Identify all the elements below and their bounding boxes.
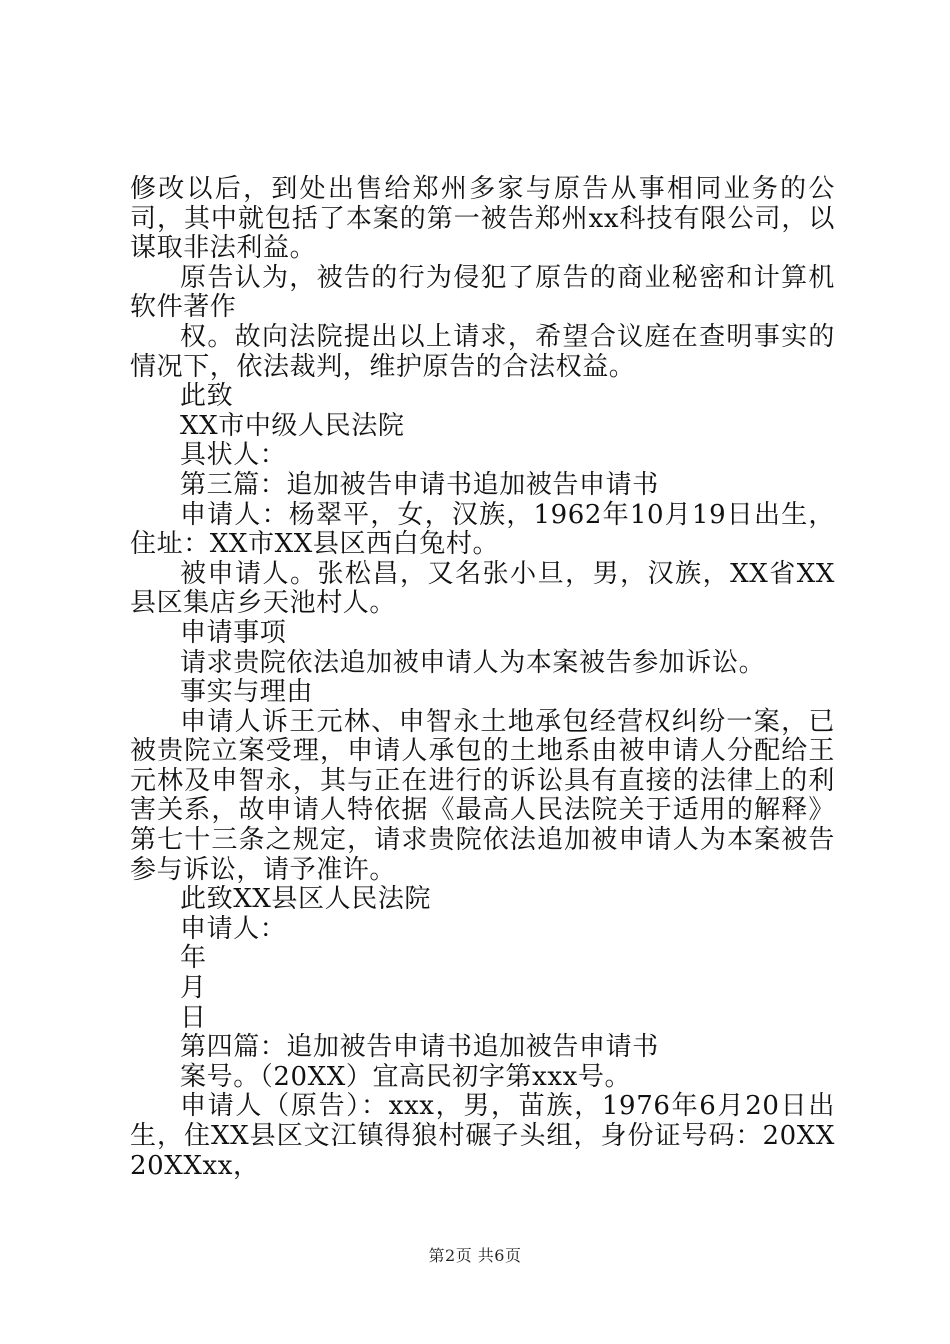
paragraph-19: 第四篇：追加被告申请书追加被告申请书 bbox=[180, 1032, 659, 1063]
paragraph-20: 案号。（20XX）宜高民初字第xxx号。 bbox=[180, 1061, 632, 1092]
paragraph-9: 被申请人。张松昌，又名张小旦，男，汉族，XX省XX县区集店乡天池村人。 bbox=[130, 558, 835, 619]
paragraph-4: 此致 bbox=[180, 381, 234, 412]
paragraph-3: 权。故向法院提出以上请求，希望合议庭在查明事实的情况下，依法裁判，维护原告的合法权益。 bbox=[130, 321, 835, 382]
paragraph-7: 第三篇：追加被告申请书追加被告申请书 bbox=[180, 469, 659, 500]
paragraph-14: 此致XX县区人民法院 bbox=[180, 884, 432, 915]
paragraph-10: 申请事项 bbox=[180, 617, 287, 648]
paragraph-8: 申请人：杨翠平，女，汉族，1962年10月19日出生，住址：XX市XX县区西白兔村。 bbox=[130, 499, 835, 560]
paragraph-16: 年 bbox=[180, 943, 207, 974]
paragraph-11: 请求贵院依法追加被申请人为本案被告参加诉讼。 bbox=[180, 647, 766, 678]
page-footer: 第2页 共6页 bbox=[428, 1246, 522, 1265]
paragraph-21: 申请人（原告）：xxx，男，苗族，1976年6月20日出生，住XX县区文江镇得狼村碾子头组，身份证号码：20XX20XXxx， bbox=[130, 1091, 835, 1181]
paragraph-17: 月 bbox=[180, 973, 207, 1004]
paragraph-13: 申请人诉王元林、申智永土地承包经营权纠纷一案，已被贵院立案受理，申请人承包的土地系由被申请人分配给王元林及申智永，其与正在进行的诉讼具有直接的法律上的利害关系，故申请人特依据《最高人民法院关于适用的解释》第七十三条之规定，请求贵院依法追加被申请人为本案被告参与诉讼，请予准许。 bbox=[130, 706, 835, 885]
paragraph-1: 修改以后，到处出售给郑州多家与原告从事相同业务的公司，其中就包括了本案的第一被告郑州xx科技有限公司，以谋取非法利益。 bbox=[130, 174, 835, 264]
paragraph-18: 日 bbox=[180, 1002, 207, 1033]
paragraph-2: 原告认为，被告的行为侵犯了原告的商业秘密和计算机软件著作 bbox=[130, 262, 835, 323]
paragraph-15: 申请人： bbox=[180, 913, 287, 944]
document-body bbox=[130, 175, 835, 1181]
paragraph-5: XX市中级人民法院 bbox=[180, 410, 405, 441]
paragraph-12: 事实与理由 bbox=[180, 677, 314, 708]
paragraph-6: 具状人： bbox=[180, 440, 287, 471]
